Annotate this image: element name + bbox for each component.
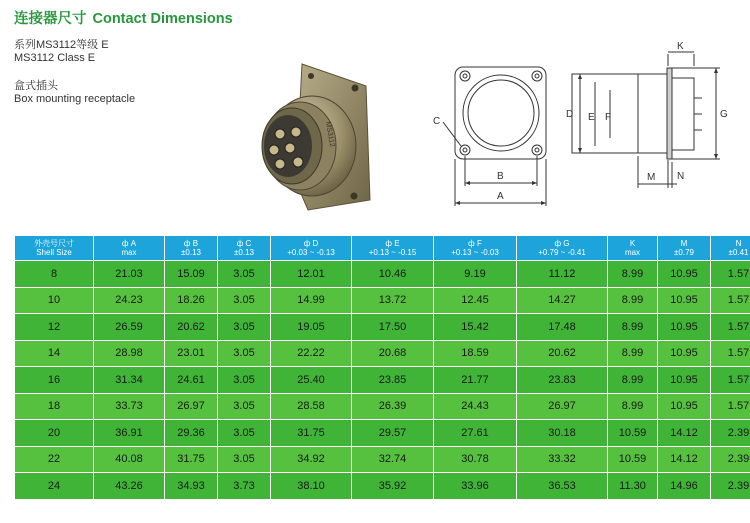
header-tolerance: +0.03 ~ -0.13: [287, 248, 335, 257]
header-label: ф B: [183, 238, 199, 248]
table-row: [15, 446, 750, 473]
cell-dia-g: 17.48: [517, 314, 608, 341]
header-dia-b: [165, 236, 218, 261]
cell-n: 1.57: [711, 314, 750, 341]
table-row: [15, 314, 750, 341]
cell-dia-b: 24.61: [165, 367, 218, 394]
cell-dia-a: 36.91: [94, 420, 165, 447]
header-tolerance: +0.13 ~ -0.15: [368, 248, 417, 257]
cell-m: 10.95: [658, 367, 711, 394]
cell-dia-b: 15.09: [165, 261, 218, 288]
cell-dia-e: 10.46: [352, 261, 434, 288]
cell-dia-a: 40.08: [94, 446, 165, 473]
header-label: ф A: [121, 238, 137, 248]
label-f: F: [605, 112, 612, 123]
cell-m: 10.95: [658, 393, 711, 420]
header-dia-c: [218, 236, 271, 261]
header-tolerance: Shell Size: [36, 248, 72, 257]
header-tolerance: max: [624, 248, 641, 257]
header-label: 外壳号尺寸: [34, 238, 74, 248]
cell-k: 11.30: [608, 473, 658, 500]
cell-dia-a: 28.98: [94, 340, 165, 367]
cell-n: 2.39: [711, 473, 750, 500]
header-m: [658, 236, 711, 261]
connector-photo: [244, 58, 380, 216]
cell-dia-b: 31.75: [165, 446, 218, 473]
header-tolerance: max: [121, 248, 137, 257]
header-label: ф F: [468, 238, 482, 248]
cell-dia-d: 19.05: [271, 314, 352, 341]
cell-dia-c: 3.05: [218, 393, 271, 420]
type-cn: 盒式插头: [14, 80, 58, 92]
cell-k: 8.99: [608, 393, 658, 420]
cell-shell-size: 16: [15, 367, 94, 394]
header-tolerance: ±0.13: [181, 248, 201, 257]
series-en: MS3112 Class E: [14, 52, 96, 64]
cell-dia-f: 27.61: [434, 420, 517, 447]
label-m: M: [647, 172, 656, 183]
header-tolerance: ±0.79: [674, 248, 694, 257]
cell-dia-d: 14.99: [271, 287, 352, 314]
cell-dia-b: 18.26: [165, 287, 218, 314]
cell-n: 1.57: [711, 367, 750, 394]
header-dia-g: [517, 236, 608, 261]
cell-dia-e: 29.57: [352, 420, 434, 447]
table-row: [15, 287, 750, 314]
header-tolerance: ±0.13: [234, 248, 254, 257]
title-cn: 连接器尺寸: [14, 11, 87, 27]
cell-dia-f: 30.78: [434, 446, 517, 473]
cell-dia-a: 43.26: [94, 473, 165, 500]
cell-dia-d: 22.22: [271, 340, 352, 367]
table-row: [15, 393, 750, 420]
cell-shell-size: 18: [15, 393, 94, 420]
cell-m: 10.95: [658, 314, 711, 341]
cell-n: 1.57: [711, 287, 750, 314]
header-shell-size: [15, 236, 94, 261]
dimension-table: [14, 235, 750, 500]
cell-dia-e: 13.72: [352, 287, 434, 314]
header-dia-e: [352, 236, 434, 261]
cell-k: 8.99: [608, 340, 658, 367]
cell-dia-c: 3.05: [218, 420, 271, 447]
cell-dia-f: 15.42: [434, 314, 517, 341]
header-label: M: [680, 238, 688, 248]
cell-dia-c: 3.05: [218, 261, 271, 288]
cell-dia-a: 24.23: [94, 287, 165, 314]
cell-dia-f: 24.43: [434, 393, 517, 420]
cell-shell-size: 22: [15, 446, 94, 473]
label-k: K: [677, 41, 684, 52]
cell-shell-size: 12: [15, 314, 94, 341]
cell-shell-size: 10: [15, 287, 94, 314]
cell-k: 10.59: [608, 420, 658, 447]
cell-m: 10.95: [658, 340, 711, 367]
cell-dia-g: 36.53: [517, 473, 608, 500]
header-tolerance: +0.79 ~ -0.41: [538, 248, 586, 257]
cell-dia-e: 20.68: [352, 340, 434, 367]
label-c: C: [433, 116, 441, 127]
cell-k: 8.99: [608, 261, 658, 288]
header-label: ф C: [236, 238, 252, 248]
cell-dia-f: 33.96: [434, 473, 517, 500]
header-n: [711, 236, 750, 261]
dimension-drawing: [425, 38, 740, 208]
cell-dia-b: 34.93: [165, 473, 218, 500]
cell-dia-a: 33.73: [94, 393, 165, 420]
cell-dia-c: 3.05: [218, 367, 271, 394]
series-cn: 系列MS3112等级 E: [14, 39, 109, 51]
label-a: A: [497, 191, 504, 202]
cell-m: 14.12: [658, 420, 711, 447]
label-d: D: [566, 109, 574, 120]
header-k: [608, 236, 658, 261]
header-label: ф E: [385, 238, 400, 248]
cell-dia-a: 31.34: [94, 367, 165, 394]
cell-dia-f: 18.59: [434, 340, 517, 367]
cell-dia-a: 26.59: [94, 314, 165, 341]
table-header-row: [15, 236, 750, 261]
label-n: N: [677, 171, 685, 182]
type-en: Box mounting receptacle: [14, 93, 136, 105]
table-row: [15, 340, 750, 367]
cell-dia-d: 34.92: [271, 446, 352, 473]
header-label: K: [629, 238, 636, 248]
header-label: ф D: [303, 238, 319, 248]
cell-dia-c: 3.05: [218, 446, 271, 473]
table-row: [15, 367, 750, 394]
title-en: Contact Dimensions: [92, 11, 233, 27]
cell-dia-b: 26.97: [165, 393, 218, 420]
cell-dia-g: 11.12: [517, 261, 608, 288]
cell-shell-size: 20: [15, 420, 94, 447]
cell-dia-e: 17.50: [352, 314, 434, 341]
cell-k: 8.99: [608, 314, 658, 341]
cell-dia-g: 26.97: [517, 393, 608, 420]
cell-dia-d: 38.10: [271, 473, 352, 500]
cell-dia-c: 3.73: [218, 473, 271, 500]
cell-dia-c: 3.05: [218, 340, 271, 367]
cell-m: 14.12: [658, 446, 711, 473]
header-dia-f: [434, 236, 517, 261]
label-e: E: [588, 112, 595, 123]
cell-dia-g: 33.32: [517, 446, 608, 473]
cell-dia-g: 23.83: [517, 367, 608, 394]
table-row: [15, 473, 750, 500]
cell-dia-b: 20.62: [165, 314, 218, 341]
cell-dia-c: 3.05: [218, 287, 271, 314]
table-row: [15, 420, 750, 447]
cell-n: 1.57: [711, 393, 750, 420]
cell-shell-size: 8: [15, 261, 94, 288]
cell-dia-g: 30.18: [517, 420, 608, 447]
table-row: [15, 261, 750, 288]
cell-n: 1.57: [711, 261, 750, 288]
cell-n: 2.39: [711, 420, 750, 447]
cell-k: 10.59: [608, 446, 658, 473]
cell-dia-f: 12.45: [434, 287, 517, 314]
cell-k: 8.99: [608, 287, 658, 314]
cell-dia-d: 25.40: [271, 367, 352, 394]
cell-n: 1.57: [711, 340, 750, 367]
cell-shell-size: 24: [15, 473, 94, 500]
page-title: [14, 7, 233, 28]
cell-dia-g: 14.27: [517, 287, 608, 314]
cell-k: 8.99: [608, 367, 658, 394]
cell-dia-c: 3.05: [218, 314, 271, 341]
header-tolerance: ±0.41: [728, 248, 749, 257]
cell-m: 10.95: [658, 287, 711, 314]
cell-n: 2.39: [711, 446, 750, 473]
label-g: G: [720, 109, 728, 120]
cell-dia-a: 21.03: [94, 261, 165, 288]
header-label: N: [735, 238, 742, 248]
cell-dia-d: 31.75: [271, 420, 352, 447]
cell-shell-size: 14: [15, 340, 94, 367]
header-tolerance: +0.13 ~ -0.03: [451, 248, 499, 257]
cell-dia-f: 9.19: [434, 261, 517, 288]
header-dia-d: [271, 236, 352, 261]
photo-marking: MS3112: [324, 121, 336, 148]
cell-dia-d: 28.58: [271, 393, 352, 420]
cell-dia-g: 20.62: [517, 340, 608, 367]
cell-dia-e: 32.74: [352, 446, 434, 473]
cell-dia-e: 23.85: [352, 367, 434, 394]
header-dia-a: [94, 236, 165, 261]
cell-dia-f: 21.77: [434, 367, 517, 394]
header-label: ф G: [554, 238, 570, 248]
cell-dia-b: 23.01: [165, 340, 218, 367]
cell-dia-b: 29.36: [165, 420, 218, 447]
cell-dia-d: 12.01: [271, 261, 352, 288]
cell-dia-e: 26.39: [352, 393, 434, 420]
label-b: B: [497, 171, 504, 182]
cell-dia-e: 35.92: [352, 473, 434, 500]
cell-m: 14.96: [658, 473, 711, 500]
cell-m: 10.95: [658, 261, 711, 288]
